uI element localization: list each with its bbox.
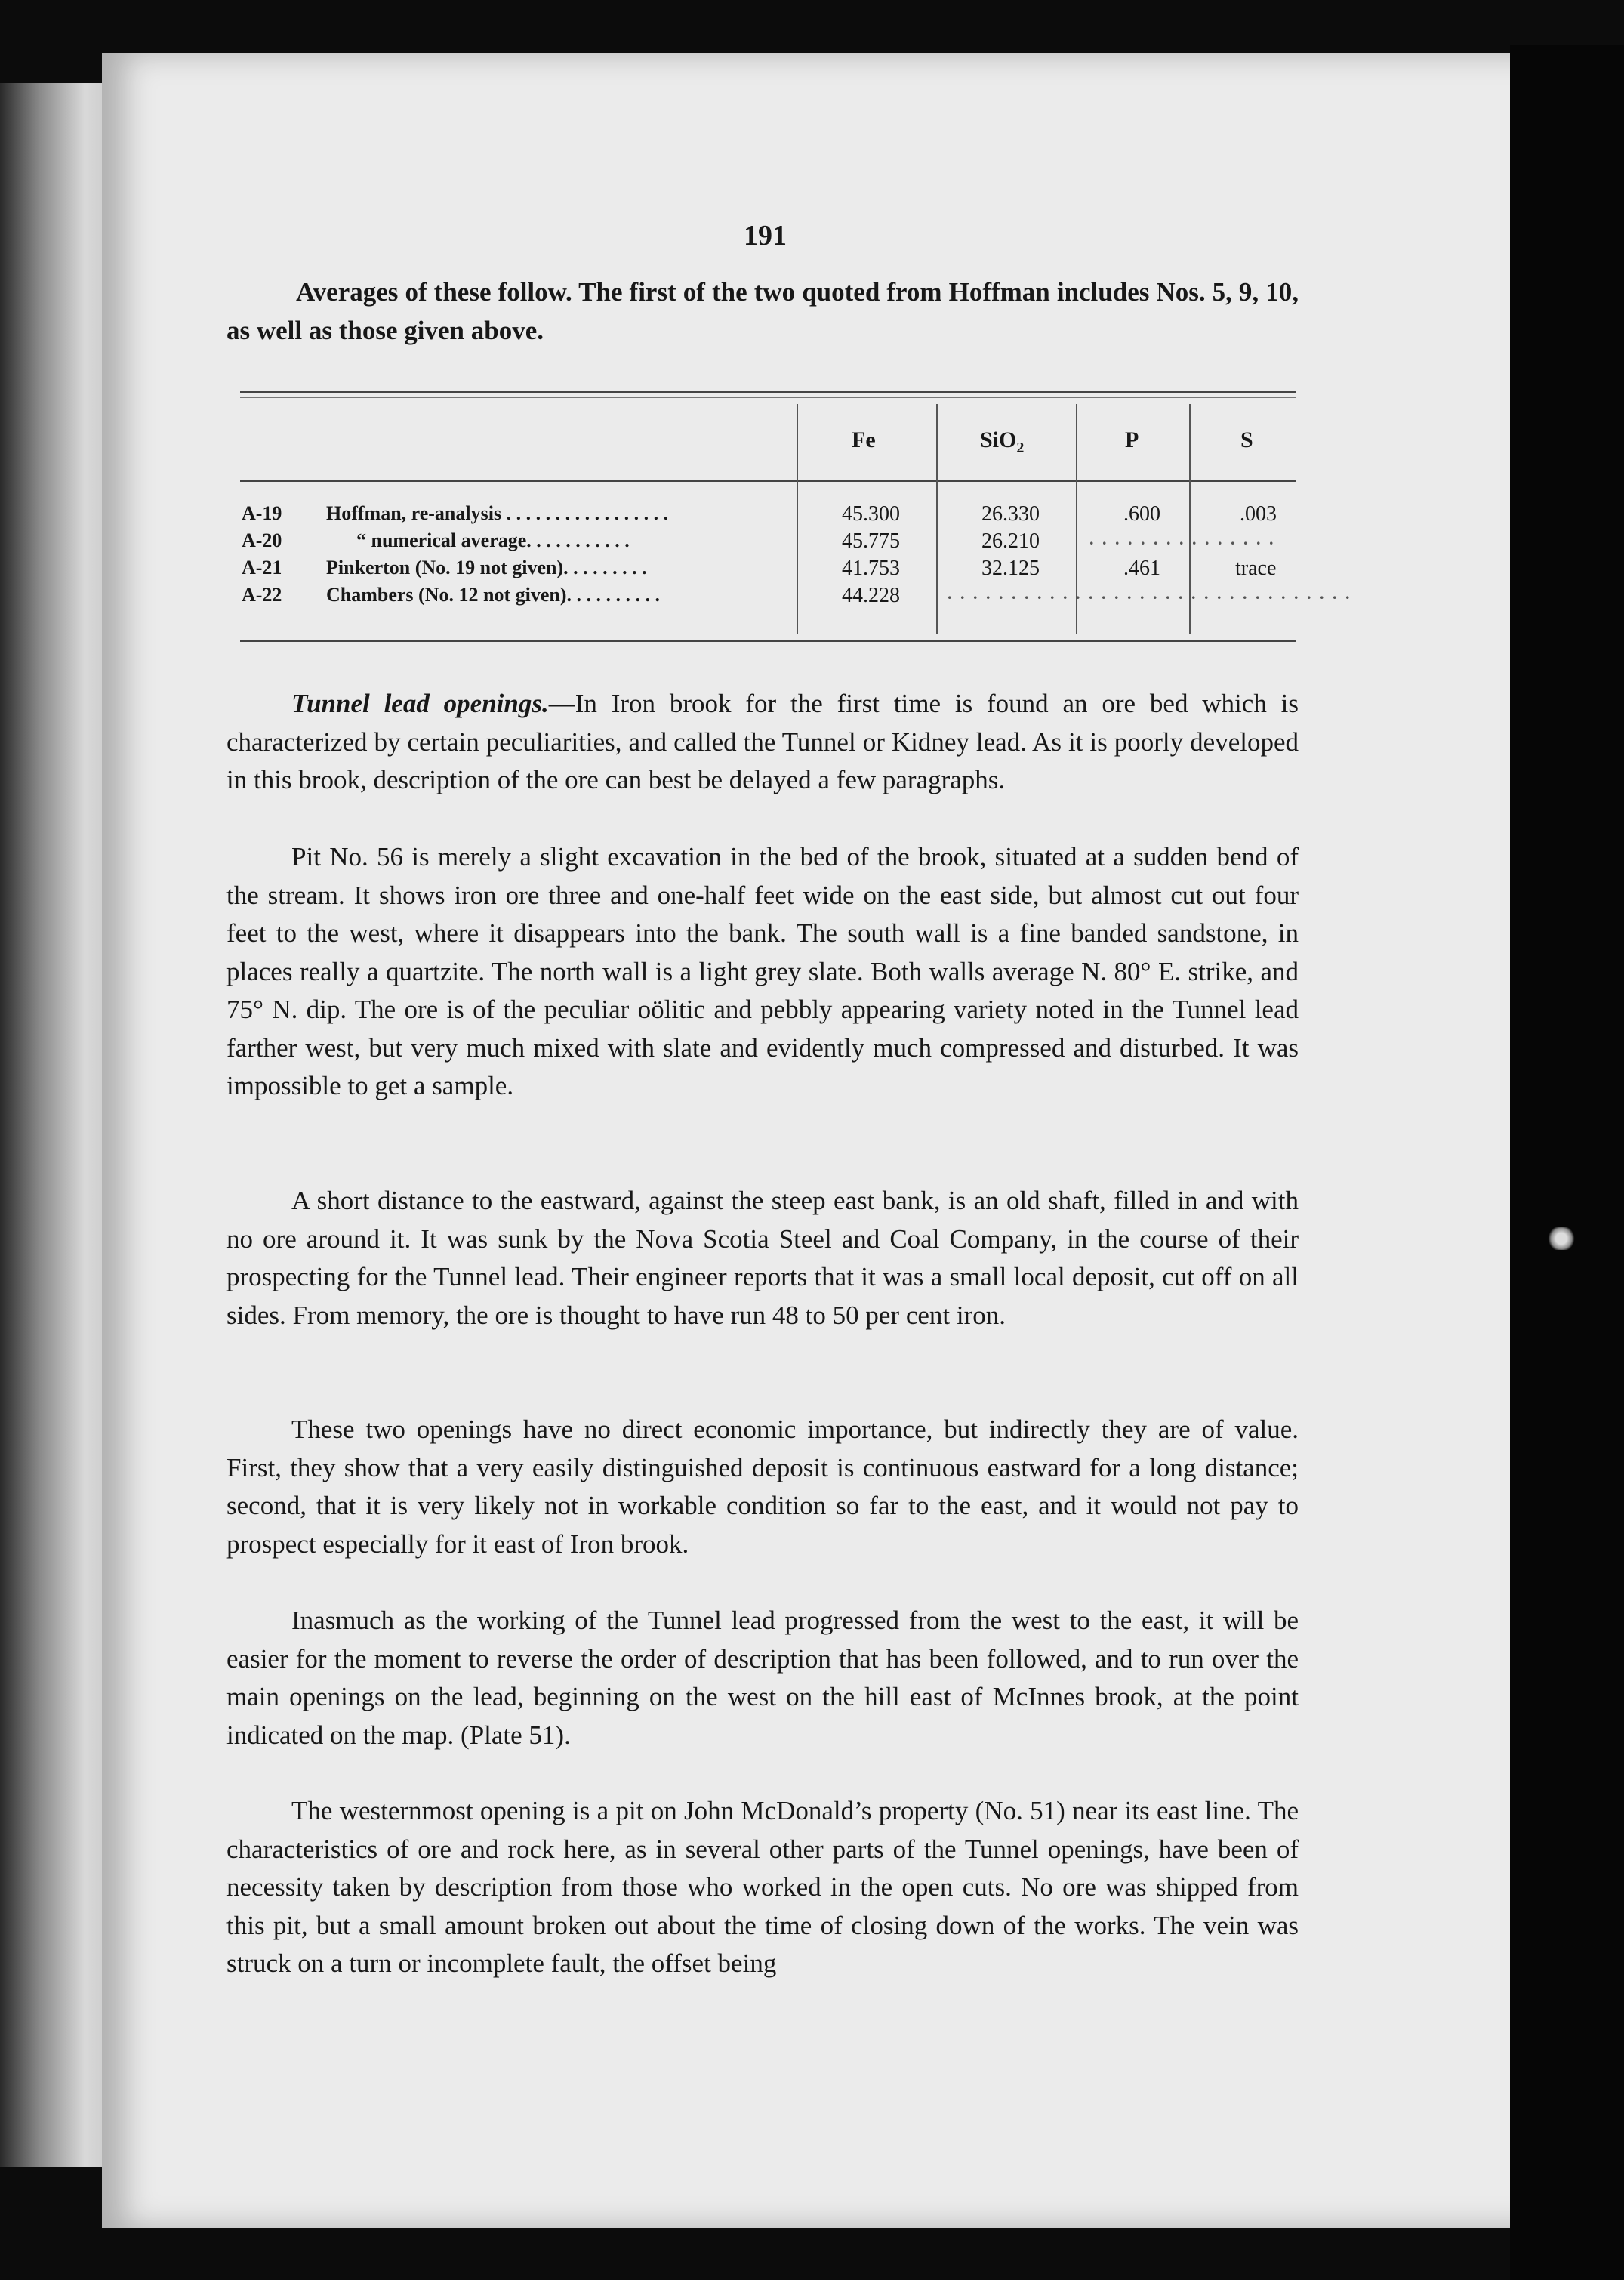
col-header-s: S (1240, 427, 1253, 452)
intro-paragraph: Averages of these follow. The first of the two quoted from Hoffman includes Nos. 5, 9, 10, as well as those given above. (226, 277, 1299, 345)
row-desc: Chambers (No. 12 not given). . . . . . . . . . (326, 584, 660, 606)
cell-sio2: 32.125 (981, 557, 1040, 580)
scan-border (1510, 45, 1624, 2280)
scan-speck (1546, 1227, 1576, 1250)
paragraph-westernmost: The westernmost opening is a pit on John McDonald’s property (No. 51) near its east line. The characteristics of ore and rock here, as in several other parts of the Tunnel openings, have been of necessity taken by description from those who worked in the open cuts. No ore was shipped from this pit, but a small amount broken out about the time of closing down of the works. The vein was struck on a turn or incomplete fault, the offset being (226, 1796, 1299, 1978)
table-header-rule (240, 480, 1296, 482)
cell-s: trace (1235, 557, 1277, 580)
cell-p: .461 (1123, 557, 1160, 580)
cell-p: .600 (1123, 502, 1160, 526)
leader-dots: . . . . . . . . . . . . . . . (1089, 529, 1276, 548)
cell-fe: 45.775 (842, 529, 900, 553)
page-number: 191 (744, 220, 787, 251)
left-page-edge (0, 83, 113, 2167)
paragraph-heading: Tunnel lead openings. (291, 689, 549, 718)
cell-fe: 44.228 (842, 584, 900, 607)
col-header-p: P (1125, 427, 1139, 452)
cell-sio2: 26.210 (981, 529, 1040, 553)
row-id: A-21 (242, 557, 282, 578)
row-desc: “ numerical average. . . . . . . . . . . (356, 529, 630, 551)
row-desc: Hoffman, re-analysis . . . . . . . . . . . . . . . . . (326, 502, 669, 524)
row-id: A-20 (242, 529, 282, 551)
paragraph-tunnel-lead: Tunnel lead openings.—In Iron brook for the first time is found an ore bed which is characterized by certain peculiarities, and called the Tunnel or Kidney lead. As it is poorly developed in this brook, description of the ore can best be delayed a few paragraphs. (226, 689, 1299, 794)
paragraph-working-order: Inasmuch as the working of the Tunnel lead progressed from the west to the east, it will be easier for the moment to reverse the order of description that has been followed, and to run over the main openings on the lead, beginning on the west on the hill east of McInnes brook, at the point indicated on the map. (Plate 51). (226, 1606, 1299, 1750)
table-top-rule-2 (240, 397, 1296, 398)
paragraph-old-shaft: A short distance to the eastward, against the steep east bank, is an old shaft, filled in and with no ore around it. It was sunk by the Nova Scotia Steel and Coal Company, in the course of their prospecting for the Tunnel lead. Their engineer reports that it was a small local deposit, cut off on all sides. From memory, the ore is thought to have run 48 to 50 per cent iron. (226, 1186, 1299, 1330)
cell-s: .003 (1240, 502, 1277, 526)
paragraph-pit-56: Pit No. 56 is merely a slight excavation in the bed of the brook, situated at a sudden bend of the stream. It shows iron ore three and one-half feet wide on the east side, but almost cut out four feet to the west, where it disappears into the bank. The south wall is a fine banded sandstone, in places really a quartzite. The north wall is a light grey slate. Both walls average N. 80° E. strike, and 75° N. dip. The ore is of the peculiar oölitic and pebbly appearing variety noted in the Tunnel lead farther west, but very much mixed with slate and evidently much compressed and disturbed. It was impossible to get a sample. (226, 842, 1299, 1100)
table-top-rule (240, 391, 1296, 393)
row-id: A-22 (242, 584, 282, 606)
cell-fe: 45.300 (842, 502, 900, 526)
row-desc: Pinkerton (No. 19 not given). . . . . . . . . (326, 557, 647, 578)
cell-fe: 41.753 (842, 557, 900, 580)
row-id: A-19 (242, 502, 282, 524)
paragraph-two-openings: These two openings have no direct economic importance, but indirectly they are of value. First, they show that a very easily distinguished deposit is continuous eastward for a long distance; second, that it is very likely not in workable condition so far to the east, and it would not pay to prospect especially for it east of Iron brook. (226, 1415, 1299, 1559)
cell-sio2: 26.330 (981, 502, 1040, 526)
col-header-fe: Fe (852, 427, 876, 452)
col-header-sio2: SiO$_2$ (980, 427, 1025, 456)
table-bottom-rule (240, 640, 1296, 642)
leader-dots: . . . . . . . . . . . . . . . . . . . . . . . . . . . . . . . . (948, 584, 1352, 603)
